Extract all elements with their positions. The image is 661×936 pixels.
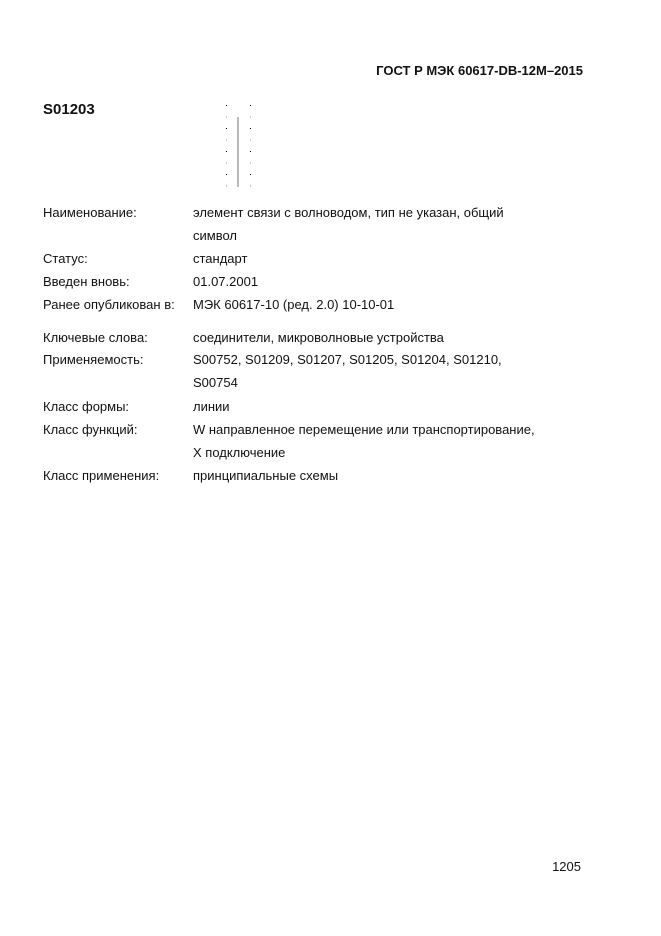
- grid-dot: [250, 174, 251, 175]
- grid-dot: [226, 140, 227, 141]
- page-number: 1205: [552, 859, 581, 874]
- grid-dot: [226, 151, 227, 152]
- grid-dot: [226, 174, 227, 175]
- grid-dot: [250, 105, 251, 106]
- grid-dot: [226, 128, 227, 129]
- grid-dot: [250, 186, 251, 187]
- grid-dot: [226, 105, 227, 106]
- grid-dot: [250, 128, 251, 129]
- grid-dot: [250, 163, 251, 164]
- grid-dot: [226, 117, 227, 118]
- grid-dot: [250, 140, 251, 141]
- waveguide-coupling-symbol: [220, 100, 260, 192]
- document-header: ГОСТ Р МЭК 60617-DB-12M–2015: [376, 63, 583, 78]
- grid-dot: [226, 163, 227, 164]
- grid-dot: [250, 117, 251, 118]
- grid-dot: [226, 186, 227, 187]
- grid-dot: [250, 151, 251, 152]
- symbol-code: S01203: [43, 101, 95, 118]
